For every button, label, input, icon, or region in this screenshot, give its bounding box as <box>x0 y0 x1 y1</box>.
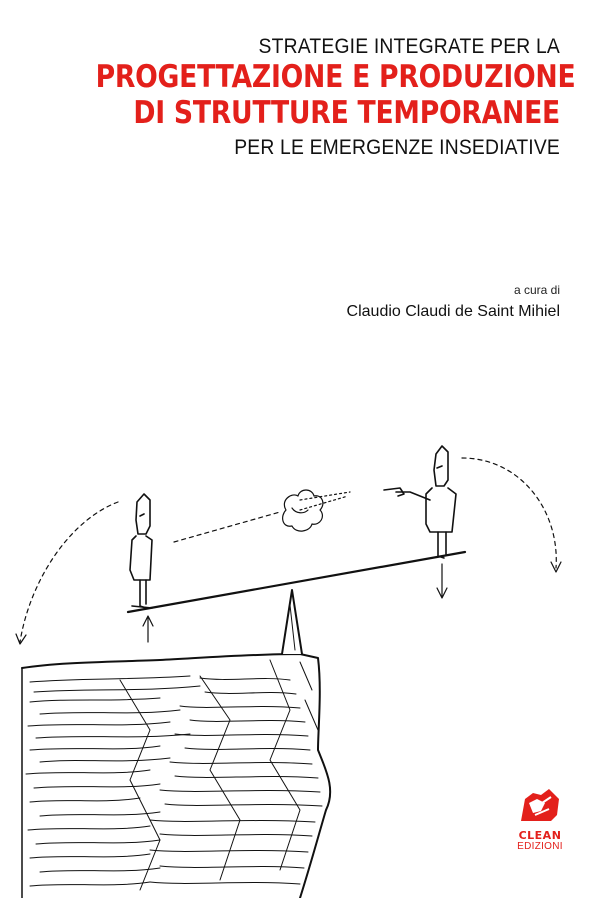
title-line-4: PER LE EMERGENZE INSEDIATIVE <box>234 136 560 159</box>
publisher-imprint: EDIZIONI <box>517 841 563 852</box>
publisher-emblem-icon <box>515 785 565 825</box>
editor-credit <box>347 282 560 324</box>
left-figure <box>130 494 152 608</box>
title-line-1: STRATEGIE INTEGRATE PER LA <box>258 35 560 58</box>
editor-name: Claudio Claudi de Saint Mihiel <box>346 303 560 320</box>
seesaw <box>128 552 465 654</box>
right-figure <box>384 446 456 558</box>
cover-title <box>20 34 576 160</box>
editor-prefix: a cura di <box>513 283 560 297</box>
publisher-logo <box>510 785 570 852</box>
publisher-name: CLEAN <box>518 829 562 842</box>
title-line-3: DI STRUTTURE TEMPORANEE <box>133 95 560 131</box>
cliff-drawing <box>22 654 330 898</box>
gunshot <box>174 490 350 542</box>
title-line-2: PROGETTAZIONE E PRODUZIONE <box>95 59 576 95</box>
